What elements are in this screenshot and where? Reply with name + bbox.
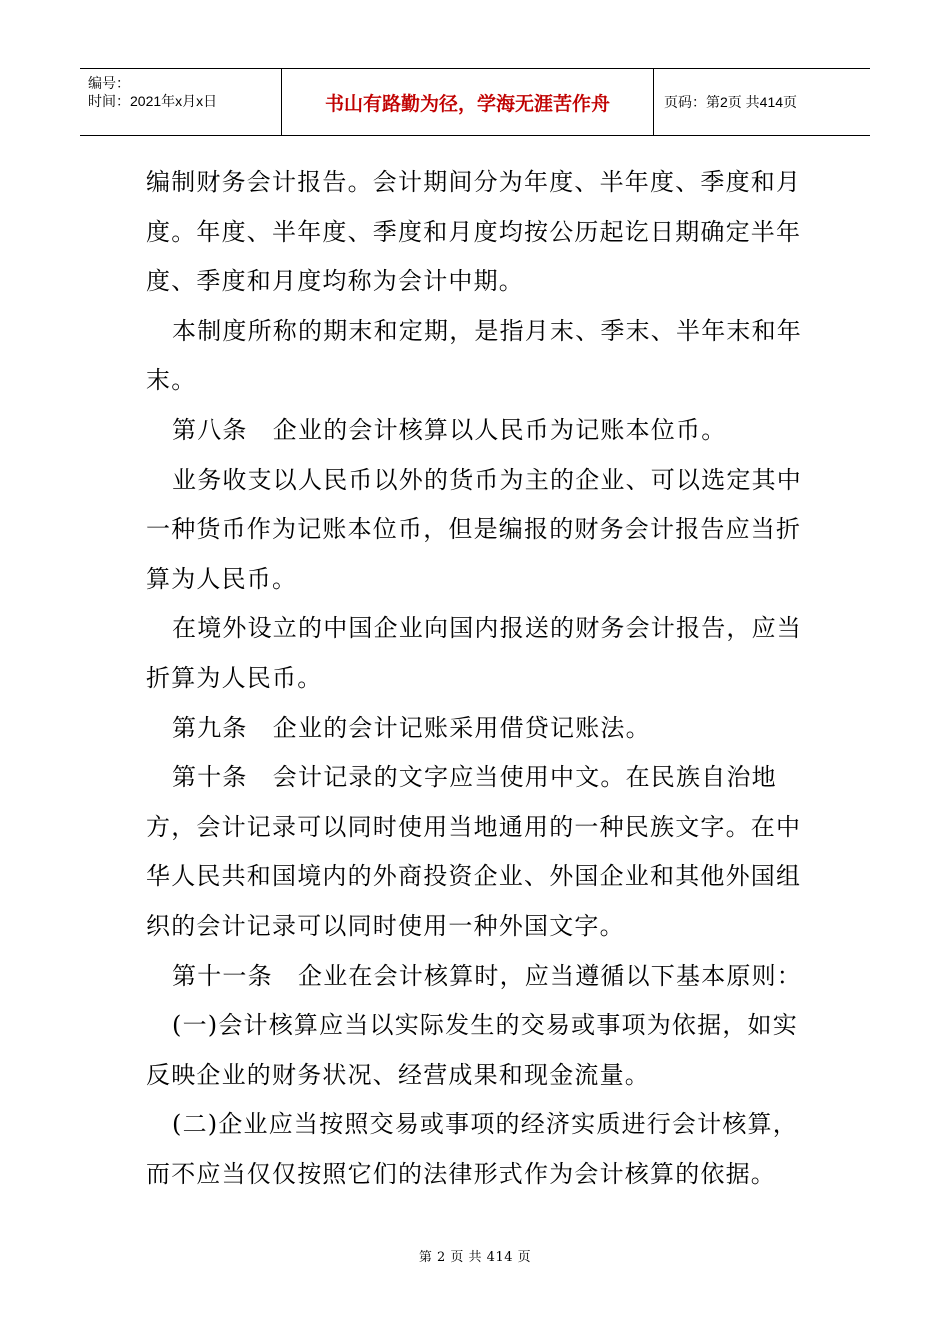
paragraph: 在境外设立的中国企业向国内报送的财务会计报告，应当折算为人民币。 — [146, 614, 802, 692]
paragraph: 第八条 企业的会计核算以人民币为记账本位币。 — [172, 415, 727, 444]
header-motto: 书山有路勤为径，学海无涯苦作舟 — [282, 69, 654, 135]
document-header — [80, 68, 870, 136]
document-body — [146, 158, 818, 1199]
paragraph: (一)会计核算应当以实际发生的交易或事项为依据，如实反映企业的财务状况、经营成果和现金流量。 — [146, 1011, 798, 1089]
paragraph: 第十条 会计记录的文字应当使用中文。在民族自治地方，会计记录可以同时使用当地通用的一种民族文字。在中华人民共和国境内的外商投资企业、外国企业和其他外国组织的会计记录可以同时使用一种外国文字。 — [146, 763, 802, 940]
document-number-label: 编号： — [88, 75, 130, 91]
paragraph: 本制度所称的期末和定期，是指月末、季末、半年末和年末。 — [146, 316, 802, 395]
header-meta-cell — [80, 69, 282, 135]
header-page-code: 页码：第2页 共414页 — [664, 94, 798, 110]
page-footer: 第 2 页 共 414 页 — [418, 1250, 532, 1265]
paragraph: 第十一条 企业在会计核算时，应当遵循以下基本原则： — [172, 961, 802, 990]
paragraph: (二)企业应当按照交易或事项的经济实质进行会计核算，而不应当仅仅按照它们的法律形式作为会计核算的依据。 — [146, 1110, 798, 1188]
document-date-label: 时间：2021年x月x日 — [88, 93, 218, 109]
paragraph: 业务收支以人民币以外的货币为主的企业、可以选定其中一种货币作为记账本位币，但是编报的财务会计报告应当折算为人民币。 — [146, 465, 802, 593]
paragraph: 编制财务会计报告。会计期间分为年度、半年度、季度和月度。年度、半年度、季度和月度均按公历起讫日期确定半年度、季度和月度均称为会计中期。 — [146, 168, 802, 296]
paragraph: 第九条 企业的会计记账采用借贷记账法。 — [172, 713, 651, 742]
